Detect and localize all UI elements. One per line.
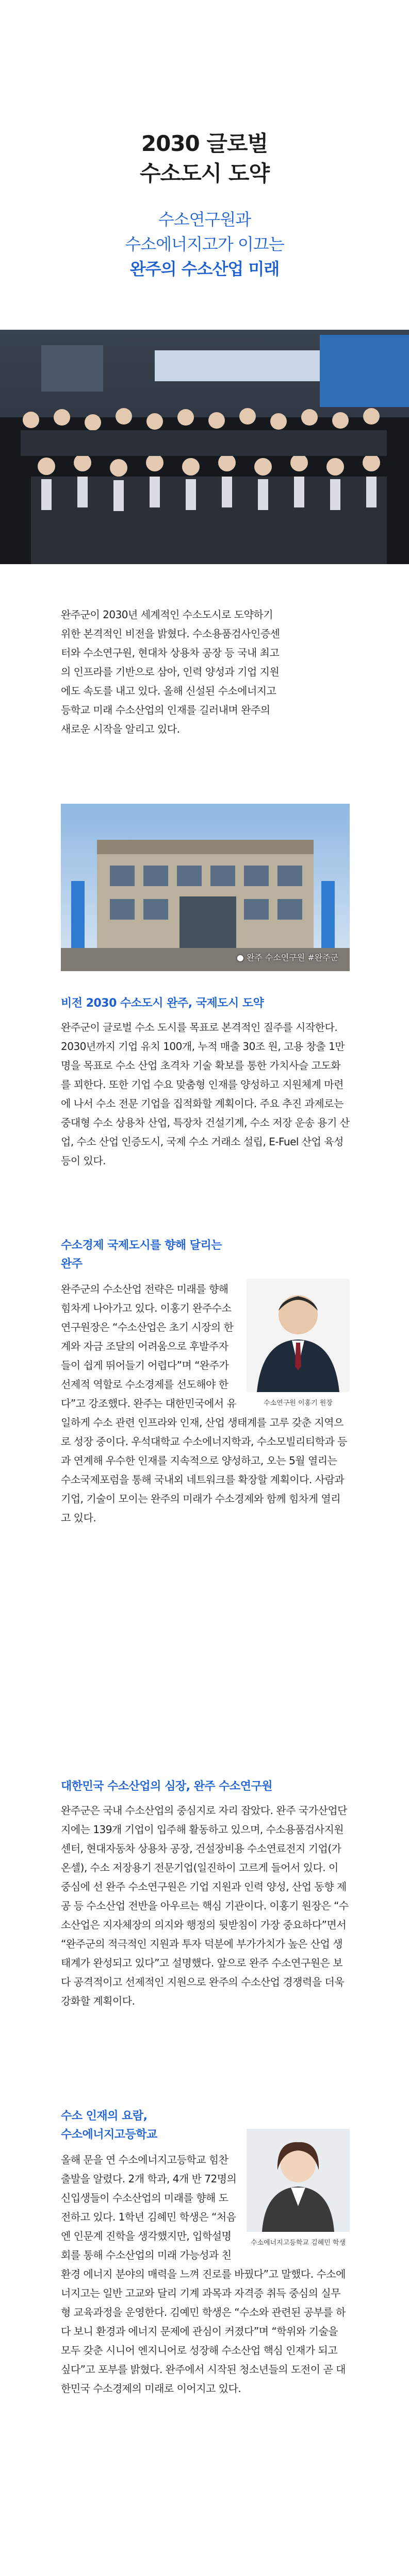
title-line-2: 수소도시 도약 bbox=[139, 161, 270, 186]
student-caption: 수소에너지고등학교 김혜민 학생 bbox=[250, 2239, 346, 2247]
section-hydrogen-school bbox=[61, 2107, 350, 2398]
section-paragraph: 올해 문을 연 수소에너지고등학교 힘찬 출발을 알렸다. 2개 학과, 4개 반 72명의 신입생들이 수소산업의 미래를 향해 도전하고 있다. 1학년 김혜민 학생은 “처음엔 인문계 진학을 생각했지만, 입학설명회를 통해 수소산업의 미래 가능성과 친환경 에너지 분야의 매력을 느껴 진로를 바꿨다”고 말했다. 수소에너지고는 일반 고교와 달리 기계 과목과 자격증 취득 중심의 실무형 교육과정을 운영한다. 김예민 학생은 “수소와 관련된 공부를 하다 보니 환경과 에너지 문제에 관심이 커졌다”며 “학위와 기술을 모두 갖춘 시니어 엔지니어로 성장해 수소산업 핵심 인재가 되고 싶다”고 포부를 밝혔다. 완주에서 시작된 청소년들의 도전이 곧 대한민국 수소경제의 미래로 이어지고 있다. bbox=[61, 2154, 346, 2395]
section-title-line-2: 수소에너지고등학교 bbox=[61, 2128, 157, 2141]
section-title-line-1: 수소 인재의 요람, bbox=[61, 2110, 148, 2123]
student-photo bbox=[247, 2129, 350, 2247]
director-photo bbox=[247, 1279, 350, 1407]
section-title: 비전 2030 수소도시 완주, 국제도시 도약 bbox=[61, 997, 264, 1010]
section-paragraph: 완주군의 수소산업 전략은 미래를 향해 힘차게 나아가고 있다. 이홍기 완주수소연구원장은 “수소산업은 초기 시장의 한계와 자금 조달의 어려움으로 후발주자들이 쉽게 뛰어들기 어렵다”며 “완주가 선제적 역할로 수소경제를 선도해야 한다”고 강조했다. 완주는 대한민국에서 유일하게 수소 관련 인프라와 인재, 산업 생태계를 고루 갖춘 지역으로 성장 중이다. 우석대학교 수소에너지학과, 수소모빌리티학과 등과 연계해 우수한 인재를 지속적으로 양성하고, 오는 5월 열리는 수소국제포럼을 통해 국내외 네트워크를 확장할 계획이다. 사람과 기업, 기술이 모이는 완주의 미래가 수소경제와 함께 힘차게 열리고 있다. bbox=[61, 1283, 347, 1524]
section-paragraph: 완주군은 국내 수소산업의 중심지로 자리 잡았다. 완주 국가산업단지에는 139개 기업이 입주해 활동하고 있으며, 수소용품검사지원센터, 현대자동차 상용차 공장, 건설장비용 수소연료전지 기업(가온셀), 수소 저장용기 전문기업(일진하이 고르게 들어서 있다. 이 중심에 선 완주 수소연구원은 기업 지원과 인력 양성, 산업 동향 제공 등 수소산업 전반을 아우르는 핵심 기관이다. 이홍기 원장은 “수소산업은 지자체장의 의지와 행정의 뒷받침이 가장 중요하다”면서 “완주군의 적극적인 지원과 투자 덕분에 부가가치가 높은 산업 생태계가 완성되고 있다”고 설명했다. 앞으로 완주 수소연구원은 보다 공격적이고 선제적인 지원으로 완주의 수소산업 경쟁력을 더욱 강화할 계획이다. bbox=[61, 1804, 349, 2007]
section-paragraph: 완주군이 글로벌 수소 도시를 목표로 본격적인 질주를 시작한다. 2030년까지 기업 유치 100개, 누적 매출 30조 원, 고용 창출 1만 명을 목표로 수소 산업 초격차 기술 확보를 통한 가치사슬 고도화를 꾀한다. 또한 기업 수요 맞춤형 인재를 양성하고 지원체계 마련에 나서 수소 전문 기업을 집적화할 계획이다. 주요 추진 과제로는 중대형 수소 상용차 산업, 특장차 건설기계, 수소 저장 운송 용기 산업, 수소 산업 인증도시, 국제 수소 거래소 설립, E-Fuel 산업 육성 등이 있다. bbox=[61, 1021, 350, 1167]
section-research-institute bbox=[61, 1777, 350, 2011]
photo-caption: ● 완주 수소연구원 #완주군 bbox=[236, 953, 338, 962]
subtitle-line-2: 수소에너지고가 이끄는 bbox=[125, 234, 284, 254]
research-institute-photo bbox=[61, 804, 350, 971]
intro-paragraph: 완주군이 2030년 세계적인 수소도시로 도약하기 위한 본격적인 비전을 밝혔다. 수소용품검사인증센터와 수소연구원, 현대차 상용차 공장 등 국내 최고의 인프라를 기반으로 삼아, 인력 양성과 기업 지원에도 속도를 내고 있다. 올해 신설된 수소에너지고등학교 미래 수소산업의 인재를 길러내며 완주의 새로운 시작을 알리고 있다. bbox=[61, 608, 280, 735]
article-header bbox=[0, 0, 409, 281]
subtitle-line-3: 완주의 수소산업 미래 bbox=[129, 259, 280, 279]
section-title-line-1: 수소경제 국제도시를 향해 달리는 bbox=[61, 1239, 222, 1252]
section-vision bbox=[61, 994, 350, 1171]
title-line-1: 2030 글로벌 bbox=[141, 131, 268, 156]
group-photo bbox=[0, 330, 409, 564]
section-title-line-2: 완주 bbox=[61, 1258, 83, 1270]
intro-section bbox=[61, 605, 350, 739]
section-hydrogen-city bbox=[61, 1236, 350, 1528]
director-caption: 수소연구원 이홍기 원장 bbox=[264, 1399, 333, 1407]
section-title: 대한민국 수소산업의 심장, 완주 수소연구원 bbox=[61, 1780, 273, 1793]
subtitle-line-1: 수소연구원과 bbox=[158, 210, 251, 229]
